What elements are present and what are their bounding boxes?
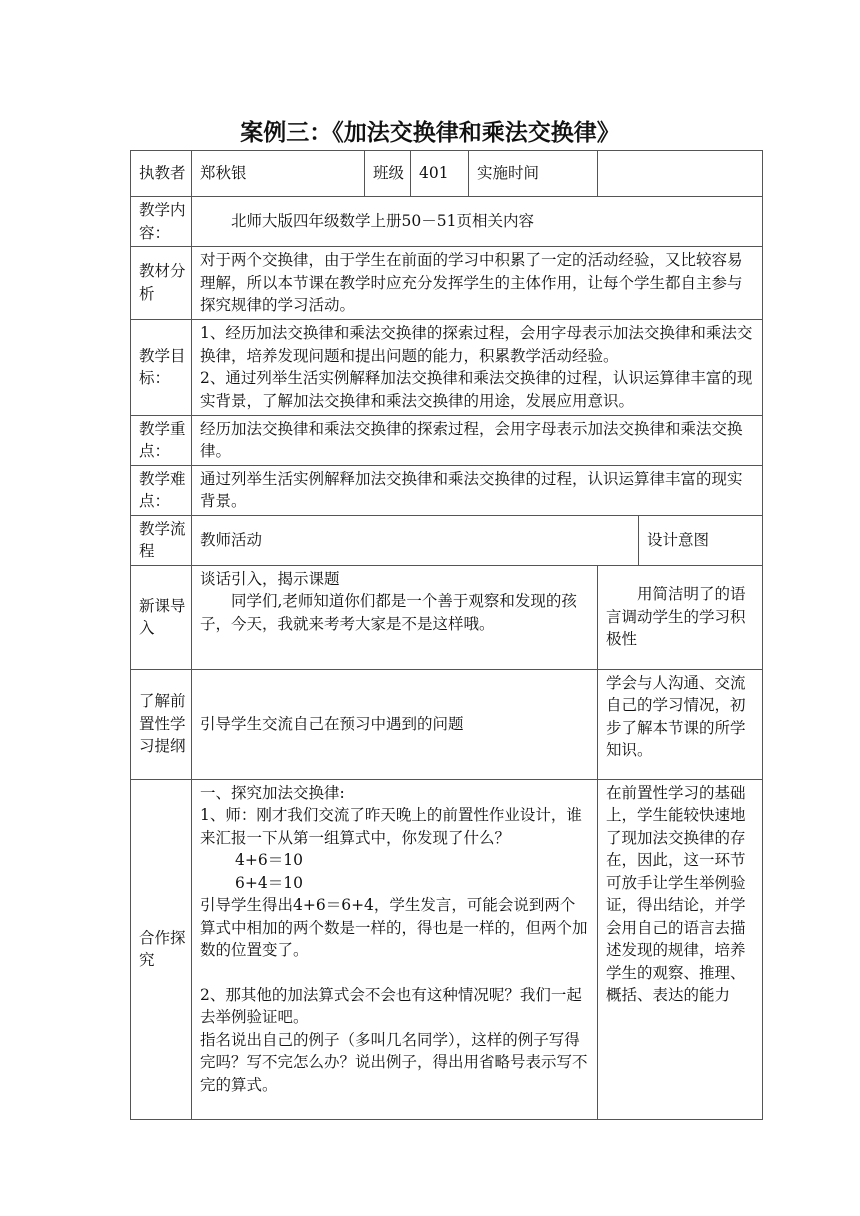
content-label: 教学内容：: [131, 197, 192, 247]
flow-header-row: [131, 515, 763, 565]
difficulty-text: 通过列举生活实例解释加法交换律和乘法交换律的过程，认识运算律丰富的现实背景。: [192, 465, 763, 515]
goals-line-2: 2、通过列举生活实例解释加法交换律和乘法交换律的过程，认识运算律丰富的现实背景，了解加法交换律和乘法交换律的用途，发展应用意识。: [200, 369, 753, 410]
preview-row: [131, 669, 763, 779]
key-text: 经历加法交换律和乘法交换律的探索过程，会用字母表示加法交换律和乘法交换律。: [192, 415, 763, 465]
flow-label: 教学流程: [131, 515, 192, 565]
explore-line-2: 1、师：刚才我们交流了昨天晚上的前置性作业设计，谁来汇报一下从第一组算式中，你发现了什么？: [200, 806, 582, 847]
teacher-label: 执教者: [131, 151, 192, 197]
content-row: [131, 197, 763, 247]
explore-line-1: 一、探究加法交换律:: [200, 783, 345, 802]
intro-line-1: 谈话引入，揭示课题: [200, 569, 340, 588]
preview-label: 了解前置性学习提纲: [131, 669, 192, 779]
time-label: 实施时间: [469, 151, 598, 197]
explore-eq-1: 4+6＝10: [235, 851, 303, 869]
preview-intent: 学会与人沟通、交流自己的学习情况，初步了解本节课的所学知识。: [598, 669, 763, 779]
header-row: [131, 151, 763, 197]
lesson-plan-table: [130, 150, 763, 1120]
intro-label: 新课导入: [131, 565, 192, 669]
explore-line-5: 引导学生得出4+6＝6+4，学生发言，可能会说到两个算式中相加的两个数是一样的，得也是一样的，但两个加数的位置变了。: [200, 896, 588, 959]
explore-row: [131, 779, 763, 1119]
page-title: 案例三：《加法交换律和乘法交换律》: [240, 120, 620, 146]
design-intent-header: 设计意图: [639, 515, 763, 565]
key-label: 教学重点：: [131, 415, 192, 465]
intro-intent: 用简洁明了的语言调动学生的学习积极性: [606, 585, 746, 649]
explore-intent: 在前置性学习的基础上，学生能较快速地了现加法交换律的存在，因此，这一环节可放手让学生举例验证，得出结论，并学会用自己的语言去描述发现的规律，培养学生的观察、推理、概括、表达的能力: [598, 779, 763, 1119]
explore-line-6: 2、那其他的加法算式会不会也有这种情况呢？我们一起去举例验证吧。: [200, 985, 582, 1026]
analysis-label: 教材分析: [131, 247, 192, 320]
key-row: [131, 415, 763, 465]
content-text: 北师大版四年级数学上册50－51页相关内容: [231, 212, 534, 231]
analysis-row: [131, 247, 763, 320]
explore-eq-2: 6+4＝10: [235, 873, 303, 892]
intro-row: [131, 565, 763, 669]
explore-line-7: 指名说出自己的例子（多叫几名同学），这样的例子写得完吗？写不完怎么办？说出例子，得出用省略号表示写不完的算式。: [200, 1030, 588, 1094]
class-value: 401: [411, 151, 469, 197]
difficulty-row: [131, 465, 763, 515]
time-value: [598, 151, 763, 197]
goals-row: [131, 319, 763, 415]
goals-label: 教学目标：: [131, 319, 192, 415]
teacher-activity-header: 教师活动: [192, 515, 639, 565]
class-label: 班级: [365, 151, 411, 197]
preview-text: 引导学生交流自己在预习中遇到的问题: [192, 669, 598, 779]
intro-line-2: 同学们,老师知道你们都是一个善于观察和发现的孩子，今天，我就来考考大家是不是这样哦。: [200, 592, 577, 633]
explore-label: 合作探究: [131, 779, 192, 1119]
difficulty-label: 教学难点：: [131, 465, 192, 515]
goals-line-1: 1、经历加法交换律和乘法交换律的探索过程，会用字母表示加法交换律和乘法交换律，培养发现问题和提出问题的能力，积累教学活动经验。: [200, 324, 753, 365]
analysis-text: 对于两个交换律，由于学生在前面的学习中积累了一定的活动经验，又比较容易理解，所以本节课在教学时应充分发挥学生的主体作用，让每个学生都自主参与探究规律的学习活动。: [192, 247, 763, 320]
teacher-value: 郑秋银: [192, 151, 365, 197]
